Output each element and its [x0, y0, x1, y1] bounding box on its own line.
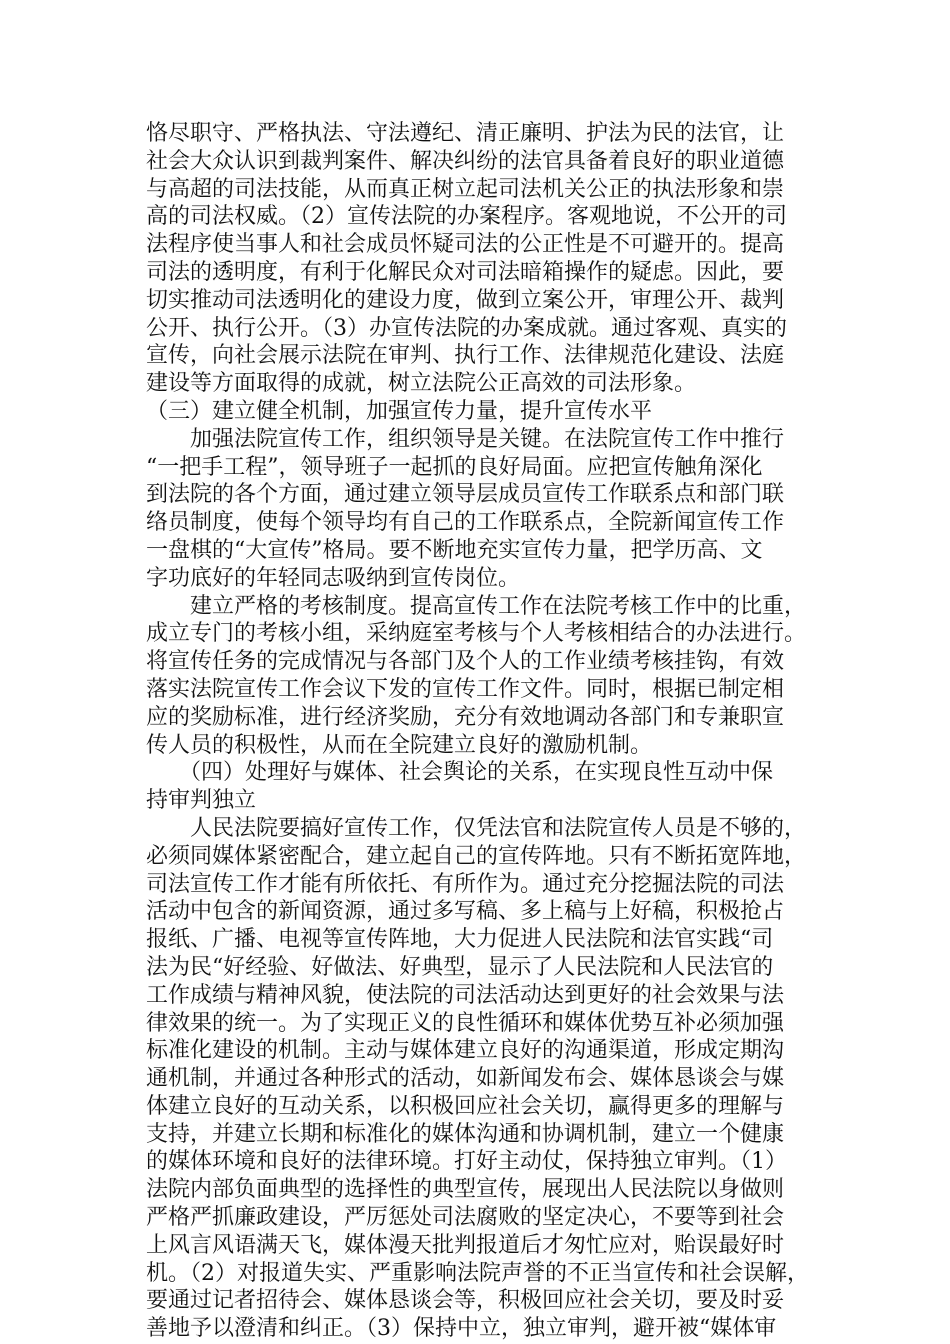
text-line: 司法的透明度，有利于化解民众对司法暗箱操作的疑虑。因此，要	[146, 259, 785, 285]
section-heading: （四）处理好与媒体、社会舆论的关系，在实现良性互动中保	[146, 760, 774, 786]
text-line: 建设等方面取得的成就，树立法院公正高效的司法形象。	[146, 371, 697, 397]
text-line: 宣传，向社会展示法院在审判、执行工作、法律规范化建设、法庭	[146, 343, 785, 369]
text-line: 落实法院宣传工作会议下发的宣传工作文件。同时，根据已制定相	[146, 676, 785, 702]
text-line: 建立严格的考核制度。提高宣传工作在法院考核工作中的比重，	[146, 593, 807, 619]
text-line: 律效果的统一。为了实现正义的良性循环和媒体优势互补必须加强	[146, 1010, 785, 1036]
text-line: 体建立良好的互动关系，以积极回应社会关切，赢得更多的理解与	[146, 1093, 785, 1119]
text-line: 上风言风语满天飞，媒体漫天批判报道后才匆忙应对，贻误最好时	[146, 1232, 785, 1258]
text-line: 传人员的积极性，从而在全院建立良好的激励机制。	[146, 732, 653, 758]
text-line: “一把手工程”，领导班子一起抓的良好局面。应把宣传触角深化	[146, 454, 763, 480]
text-line: 将宣传任务的完成情况与各部门及个人的工作业绩考核挂钩，有效	[146, 649, 785, 675]
text-line: 社会大众认识到裁判案件、解决纠纷的法官具备着良好的职业道德	[146, 148, 785, 174]
text-line: 公开、执行公开。（3）办宣传法院的办案成就。通过客观、真实的	[146, 315, 787, 341]
text-line: 工作成绩与精神风貌，使法院的司法活动达到更好的社会效果与法	[146, 982, 785, 1008]
text-line: 到法院的各个方面，通过建立领导层成员宣传工作联系点和部门联	[146, 482, 785, 508]
text-line: 法程序使当事人和社会成员怀疑司法的公正性是不可避开的。提高	[146, 232, 785, 258]
text-line: 要通过记者招待会、媒体恳谈会等，积极回应社会关切，要及时妥	[146, 1288, 785, 1314]
section-heading: （三）建立健全机制，加强宣传力量，提升宣传水平	[146, 398, 653, 424]
text-line: 活动中包含的新闻资源，通过多写稿、多上稿与上好稿，积极抢占	[146, 899, 785, 925]
text-line: 标准化建设的机制。主动与媒体建立良好的沟通渠道，形成定期沟	[146, 1038, 785, 1064]
text-line: 切实推动司法透明化的建设力度，做到立案公开，审理公开、裁判	[146, 287, 785, 313]
text-line: 络员制度，使每个领导均有自己的工作联系点，全院新闻宣传工作	[146, 510, 785, 536]
text-line: 恪尽职守、严格执法、守法遵纪、清正廉明、护法为民的法官，让	[146, 121, 785, 146]
text-line: 报纸、广播、电视等宣传阵地，大力促进人民法院和法官实践“司	[146, 927, 774, 953]
document-body	[146, 120, 809, 1343]
text-line: 应的奖励标准，进行经济奖励，充分有效地调动各部门和专兼职宣	[146, 704, 785, 730]
text-line: 善地予以澄清和纠正。（3）保持中立，独立审判，避开被“媒体审	[146, 1316, 777, 1342]
text-line: 字功底好的年轻同志吸纳到宣传岗位。	[146, 565, 521, 591]
text-line: 人民法院要搞好宣传工作，仅凭法官和法院宣传人员是不够的，	[146, 815, 807, 841]
text-line: 法院内部负面典型的选择性的典型宣传，展现出人民法院以身做则	[146, 1177, 785, 1203]
text-line: 的媒体环境和良好的法律环境。打好主动仗，保持独立审判。（1）	[146, 1149, 787, 1175]
text-line: 机。（2）对报道失实、严重影响法院声誉的不正当宣传和社会误解，	[146, 1260, 809, 1286]
text-line: 司法宣传工作才能有所依托、有所作为。通过充分挖掘法院的司法	[146, 871, 785, 897]
text-line: 加强法院宣传工作，组织领导是关键。在法院宣传工作中推行	[146, 426, 785, 452]
text-line: 与高超的司法技能，从而真正树立起司法机关公正的执法形象和崇	[146, 176, 785, 202]
text-line: 严格严抓廉政建设，严厉惩处司法腐败的坚定决心，不要等到社会	[146, 1205, 785, 1231]
text-line: 高的司法权威。（2）宣传法院的办案程序。客观地说，不公开的司	[146, 204, 787, 230]
text-line: 一盘棋的“大宣传”格局。要不断地充实宣传力量，把学历高、文	[146, 537, 763, 563]
text-line: 必须同媒体紧密配合，建立起自己的宣传阵地。只有不断拓宽阵地，	[146, 843, 807, 869]
text-line: 通机制，并通过各种形式的活动，如新闻发布会、媒体恳谈会与媒	[146, 1066, 785, 1092]
text-line: 支持，并建立长期和标准化的媒体沟通和协调机制，建立一个健康	[146, 1121, 785, 1147]
text-line: 成立专门的考核小组，采纳庭室考核与个人考核相结合的办法进行。	[146, 621, 807, 647]
text-line: 法为民“好经验、好做法、好典型，显示了人民法院和人民法官的	[146, 954, 774, 980]
section-heading: 持审判独立	[146, 788, 257, 814]
